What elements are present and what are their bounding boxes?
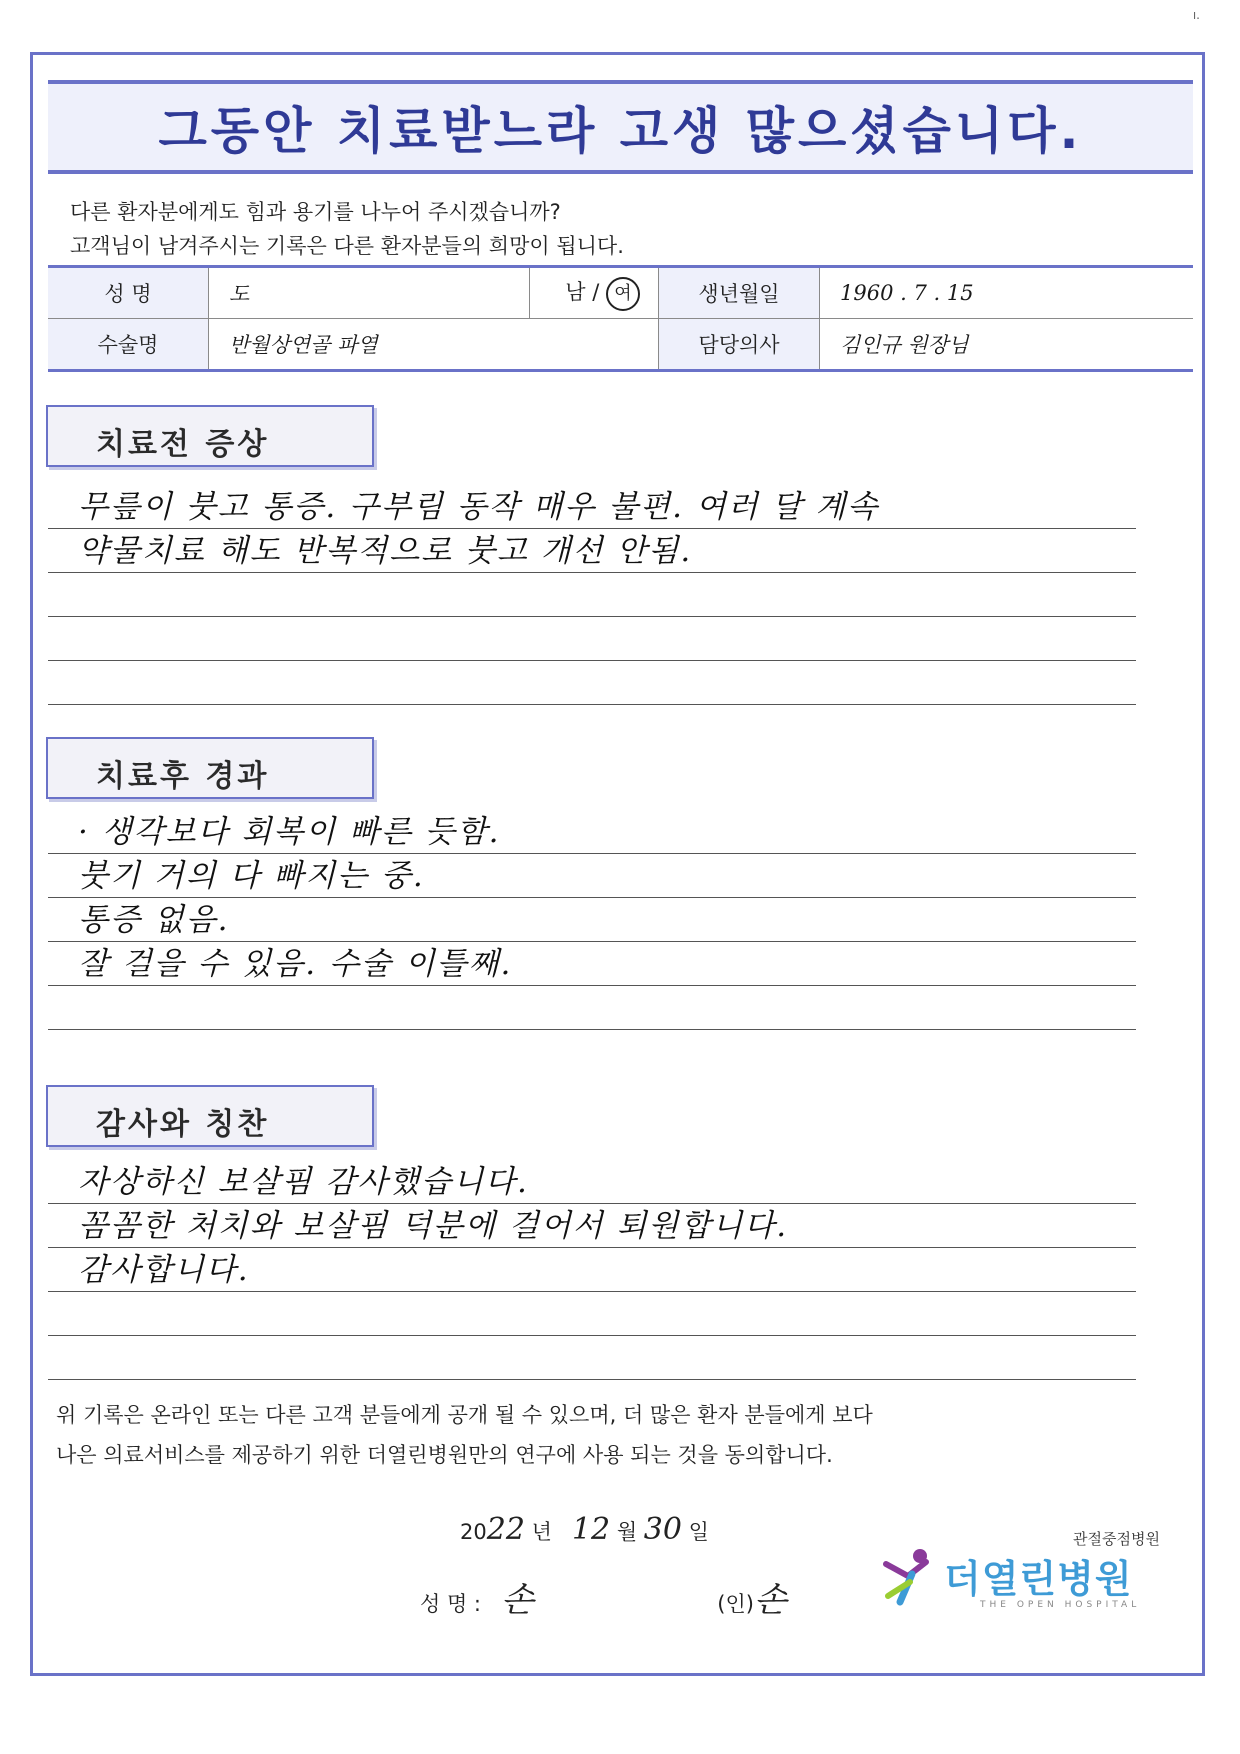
date-line: [460, 1512, 709, 1547]
writing-line: [48, 573, 1136, 617]
writing-line: [48, 942, 1136, 986]
writing-line: [48, 898, 1136, 942]
handwritten-text: 잘 걸을 수 있음. 수술 이틀째.: [78, 946, 513, 982]
section-thanks-heading: [46, 1085, 374, 1147]
sex-value-circled: 여: [606, 277, 640, 311]
writing-line: [48, 854, 1136, 898]
signature-line: [420, 1572, 787, 1621]
writing-line: [48, 485, 1136, 529]
consent-line: 나은 의료서비스를 제공하기 위한 더열린병원만의 연구에 사용 되는 것을 동의합니다.: [56, 1443, 833, 1467]
writing-line: [48, 1292, 1136, 1336]
writing-line: [48, 1336, 1136, 1380]
logo-subtitle: THE OPEN HOSPITAL: [980, 1600, 1141, 1610]
section-after-title: 치료후 경과: [96, 759, 270, 794]
day-handwritten: 30: [643, 1512, 682, 1547]
section-before-title: 치료전 증상: [96, 427, 270, 462]
handwritten-text: 약물치료 해도 반복적으로 붓고 개선 안됨.: [78, 533, 693, 569]
seal-signature: 손: [753, 1580, 787, 1620]
name-label: 성 명: [48, 267, 209, 319]
writing-line: [48, 1204, 1136, 1248]
seal-label: (인): [717, 1592, 754, 1616]
intro-line: 다른 환자분에게도 힘과 용기를 나누어 주시겠습니까?: [70, 200, 561, 224]
writing-line: [48, 810, 1136, 854]
section-before-heading: [46, 405, 374, 467]
section-thanks-lines: [48, 1160, 1136, 1380]
year-unit: 년: [531, 1520, 552, 1544]
section-after-lines: [48, 810, 1136, 1030]
signature-name: 손: [501, 1580, 534, 1620]
year-handwritten: 22: [486, 1512, 525, 1547]
handwritten-text: 무릎이 붓고 통증. 구부림 동작 매우 불편. 여러 달 계속: [78, 489, 880, 525]
intro-text: [70, 195, 624, 263]
month-handwritten: 12: [571, 1512, 611, 1547]
logo-tagline: 관절중점병원: [1073, 1530, 1160, 1548]
consent-text: [56, 1395, 873, 1475]
writing-line: [48, 661, 1136, 705]
handwritten-text: 붓기 거의 다 빠지는 중.: [78, 858, 425, 894]
logo-name: 더열린병원: [944, 1557, 1133, 1601]
title-band: [48, 80, 1193, 174]
handwritten-text: 꼼꼼한 처치와 보살핌 덕분에 걸어서 퇴원합니다.: [78, 1208, 789, 1244]
signature-label: 성 명 :: [420, 1592, 481, 1616]
intro-line: 고객님이 남겨주시는 기록은 다른 환자분들의 희망이 됩니다.: [70, 234, 624, 258]
form-title: 그동안 치료받느라 고생 많으셨습니다.: [158, 102, 1083, 160]
month-unit: 월: [616, 1520, 638, 1544]
handwritten-text: 통증 없음.: [78, 902, 230, 938]
section-after-heading: [46, 737, 374, 799]
day-unit: 일: [688, 1520, 709, 1544]
writing-line: [48, 1248, 1136, 1292]
year-prefix: 20: [460, 1520, 487, 1544]
surgery-label: 수술명: [48, 319, 209, 371]
name-value: 도: [209, 267, 530, 319]
section-thanks-title: 감사와 칭찬: [96, 1107, 270, 1142]
writing-line: [48, 617, 1136, 661]
writing-line: [48, 1160, 1136, 1204]
doctor-label: 담당의사: [659, 319, 820, 371]
writing-line: [48, 986, 1136, 1030]
writing-line: [48, 529, 1136, 573]
handwritten-text: 자상하신 보살핌 감사했습니다.: [78, 1164, 529, 1200]
birth-label: 생년월일: [659, 267, 820, 319]
hospital-figure-icon: [880, 1546, 942, 1608]
consent-line: 위 기록은 온라인 또는 다른 고객 분들에게 공개 될 수 있으며, 더 많은 환자 분들에게 보다: [56, 1403, 873, 1427]
birth-value: 1960 . 7 . 15: [820, 267, 1194, 319]
section-before-lines: [48, 485, 1136, 705]
sex-label: 남 /: [565, 279, 600, 304]
sex-cell: [530, 267, 659, 319]
hospital-logo: [880, 1528, 1170, 1618]
handwritten-text: · 생각보다 회복이 빠른 듯함.: [78, 814, 501, 850]
handwritten-text: 감사합니다.: [78, 1252, 250, 1288]
surgery-value: 반월상연골 파열: [209, 319, 659, 371]
patient-info-table: [48, 265, 1193, 372]
doctor-value: 김인규 원장님: [820, 319, 1194, 371]
corner-mark: ı.: [1192, 8, 1200, 22]
